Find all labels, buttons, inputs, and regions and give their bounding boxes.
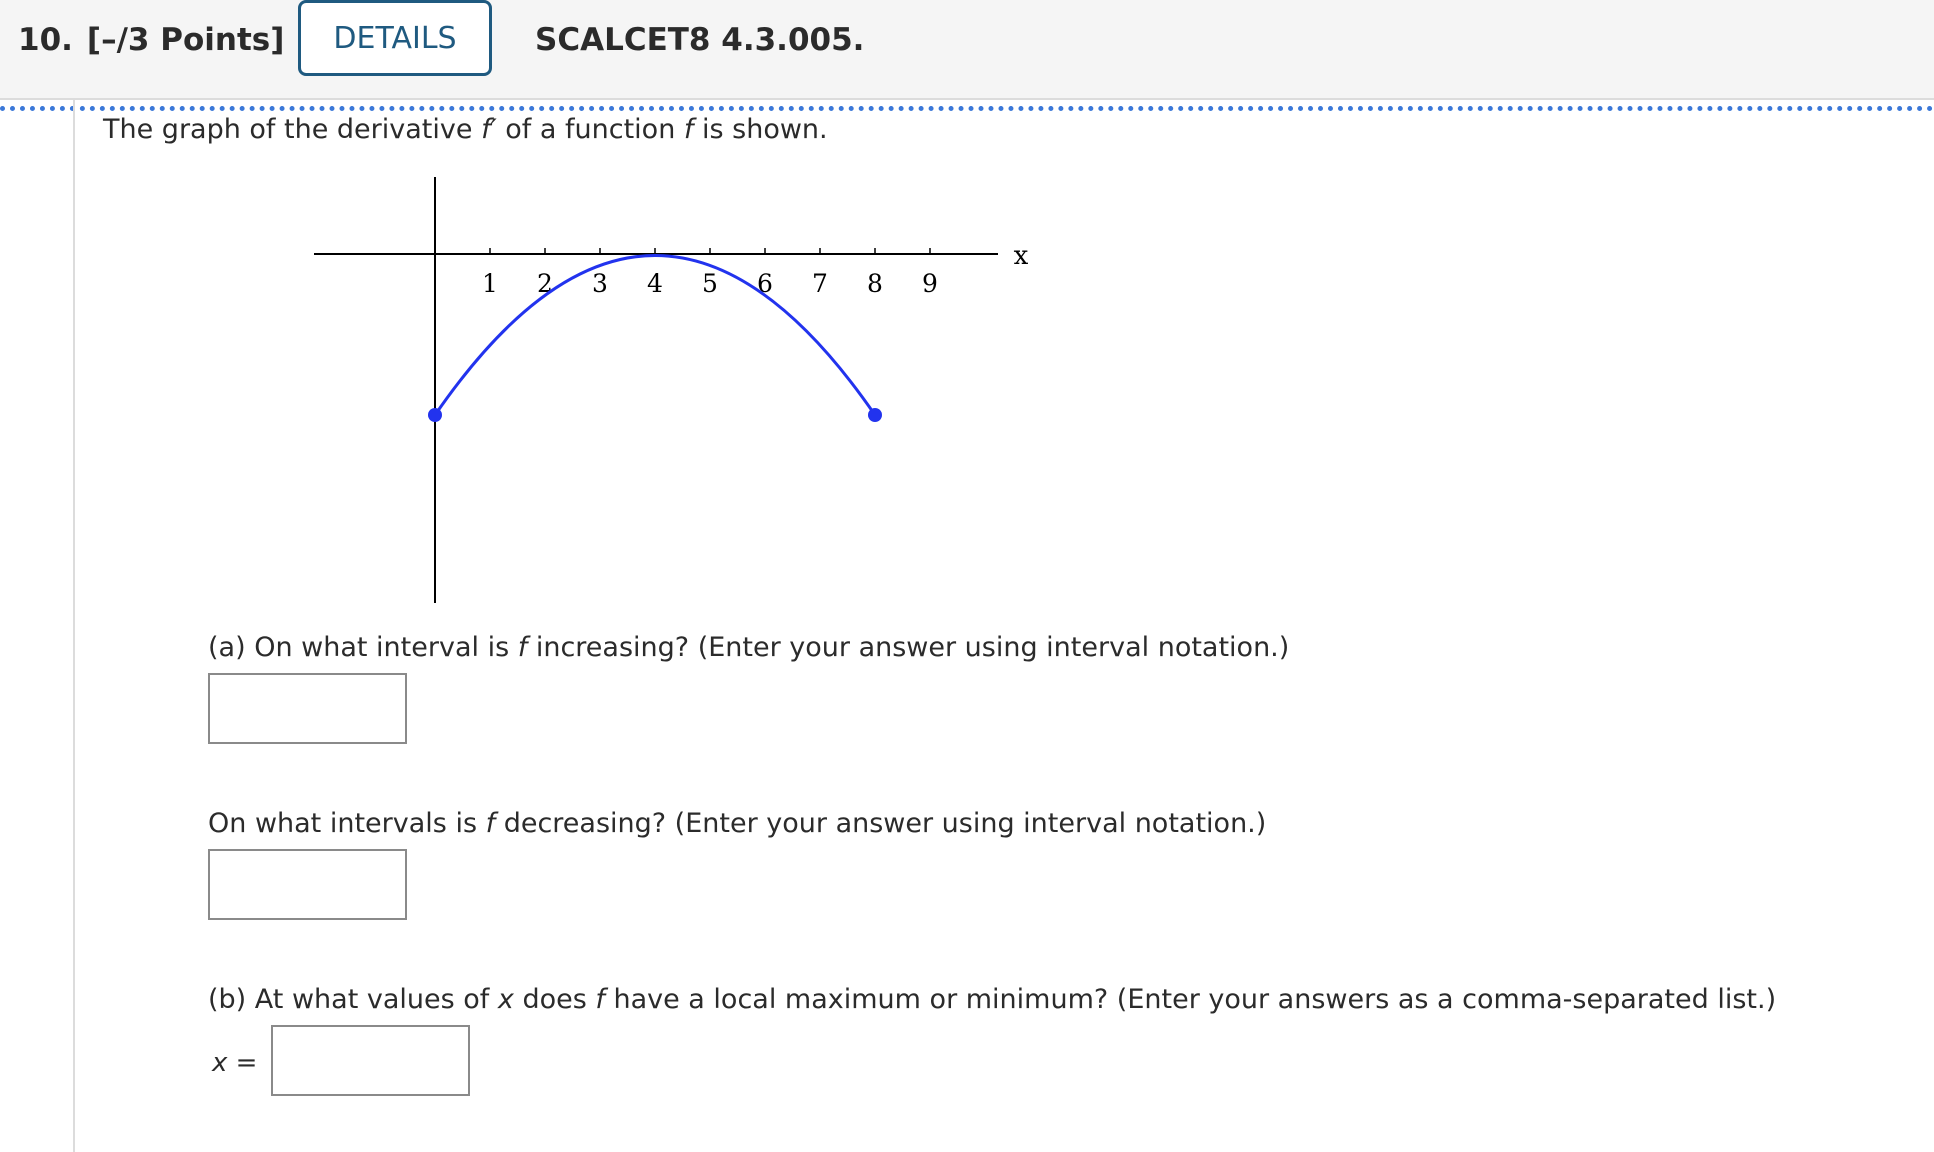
question-dec-post: decreasing? (Enter your answer using interval notation.) — [495, 808, 1267, 839]
derivative-graph — [300, 165, 1060, 615]
prompt-text-2: of a function — [496, 114, 684, 145]
question-a-pre: (a) On what interval is — [208, 632, 518, 663]
tick-label-3: 3 — [592, 269, 608, 298]
prompt-text-3: is shown. — [693, 114, 828, 145]
question-b-mid: does — [513, 984, 596, 1015]
tick-label-9: 9 — [922, 269, 938, 298]
question-dec-f: f — [485, 808, 496, 839]
question-dec-pre: On what intervals is — [208, 808, 486, 839]
points-label: [–/3 Points] — [86, 22, 285, 58]
left-margin-rule — [73, 100, 75, 1152]
tick-label-6: 6 — [757, 269, 773, 298]
tick-label-2: 2 — [537, 269, 553, 298]
increasing-interval-input[interactable] — [208, 673, 407, 744]
question-number — [18, 22, 284, 58]
tick-label-7: 7 — [812, 269, 828, 298]
prompt-text-1: The graph of the derivative — [103, 114, 482, 145]
x-axis-label: x — [1013, 241, 1029, 271]
curve-end-point — [868, 408, 882, 422]
tick-label-8: 8 — [867, 269, 883, 298]
question-b-post: have a local maximum or minimum? (Enter your answers as a comma-separated list.) — [604, 984, 1777, 1015]
dotted-divider — [0, 106, 1934, 111]
question-header — [0, 0, 1934, 100]
question-a-text — [208, 632, 1289, 663]
question-b-pre: (b) At what values of — [208, 984, 498, 1015]
question-b-x: x — [497, 984, 514, 1015]
x-equals-label: x = — [212, 1048, 258, 1078]
prompt-f: f — [683, 114, 694, 145]
question-b-text — [208, 984, 1776, 1015]
question-prompt — [103, 114, 828, 145]
tick-label-1: 1 — [482, 269, 498, 298]
question-decreasing-text — [208, 808, 1266, 839]
tick-label-5: 5 — [702, 269, 718, 298]
decreasing-interval-input[interactable] — [208, 849, 407, 920]
tick-label-4: 4 — [647, 269, 663, 298]
question-source: SCALCET8 4.3.005. — [535, 22, 865, 58]
question-a-f: f — [517, 632, 528, 663]
question-number-label: 10. — [18, 22, 73, 58]
details-button[interactable]: DETAILS — [298, 0, 492, 76]
prompt-fprime: f′ — [481, 114, 497, 145]
curve-start-point — [428, 408, 442, 422]
question-a-post: increasing? (Enter your answer using interval notation.) — [527, 632, 1290, 663]
question-b-f: f — [595, 984, 605, 1015]
extrema-values-input[interactable] — [271, 1025, 470, 1096]
